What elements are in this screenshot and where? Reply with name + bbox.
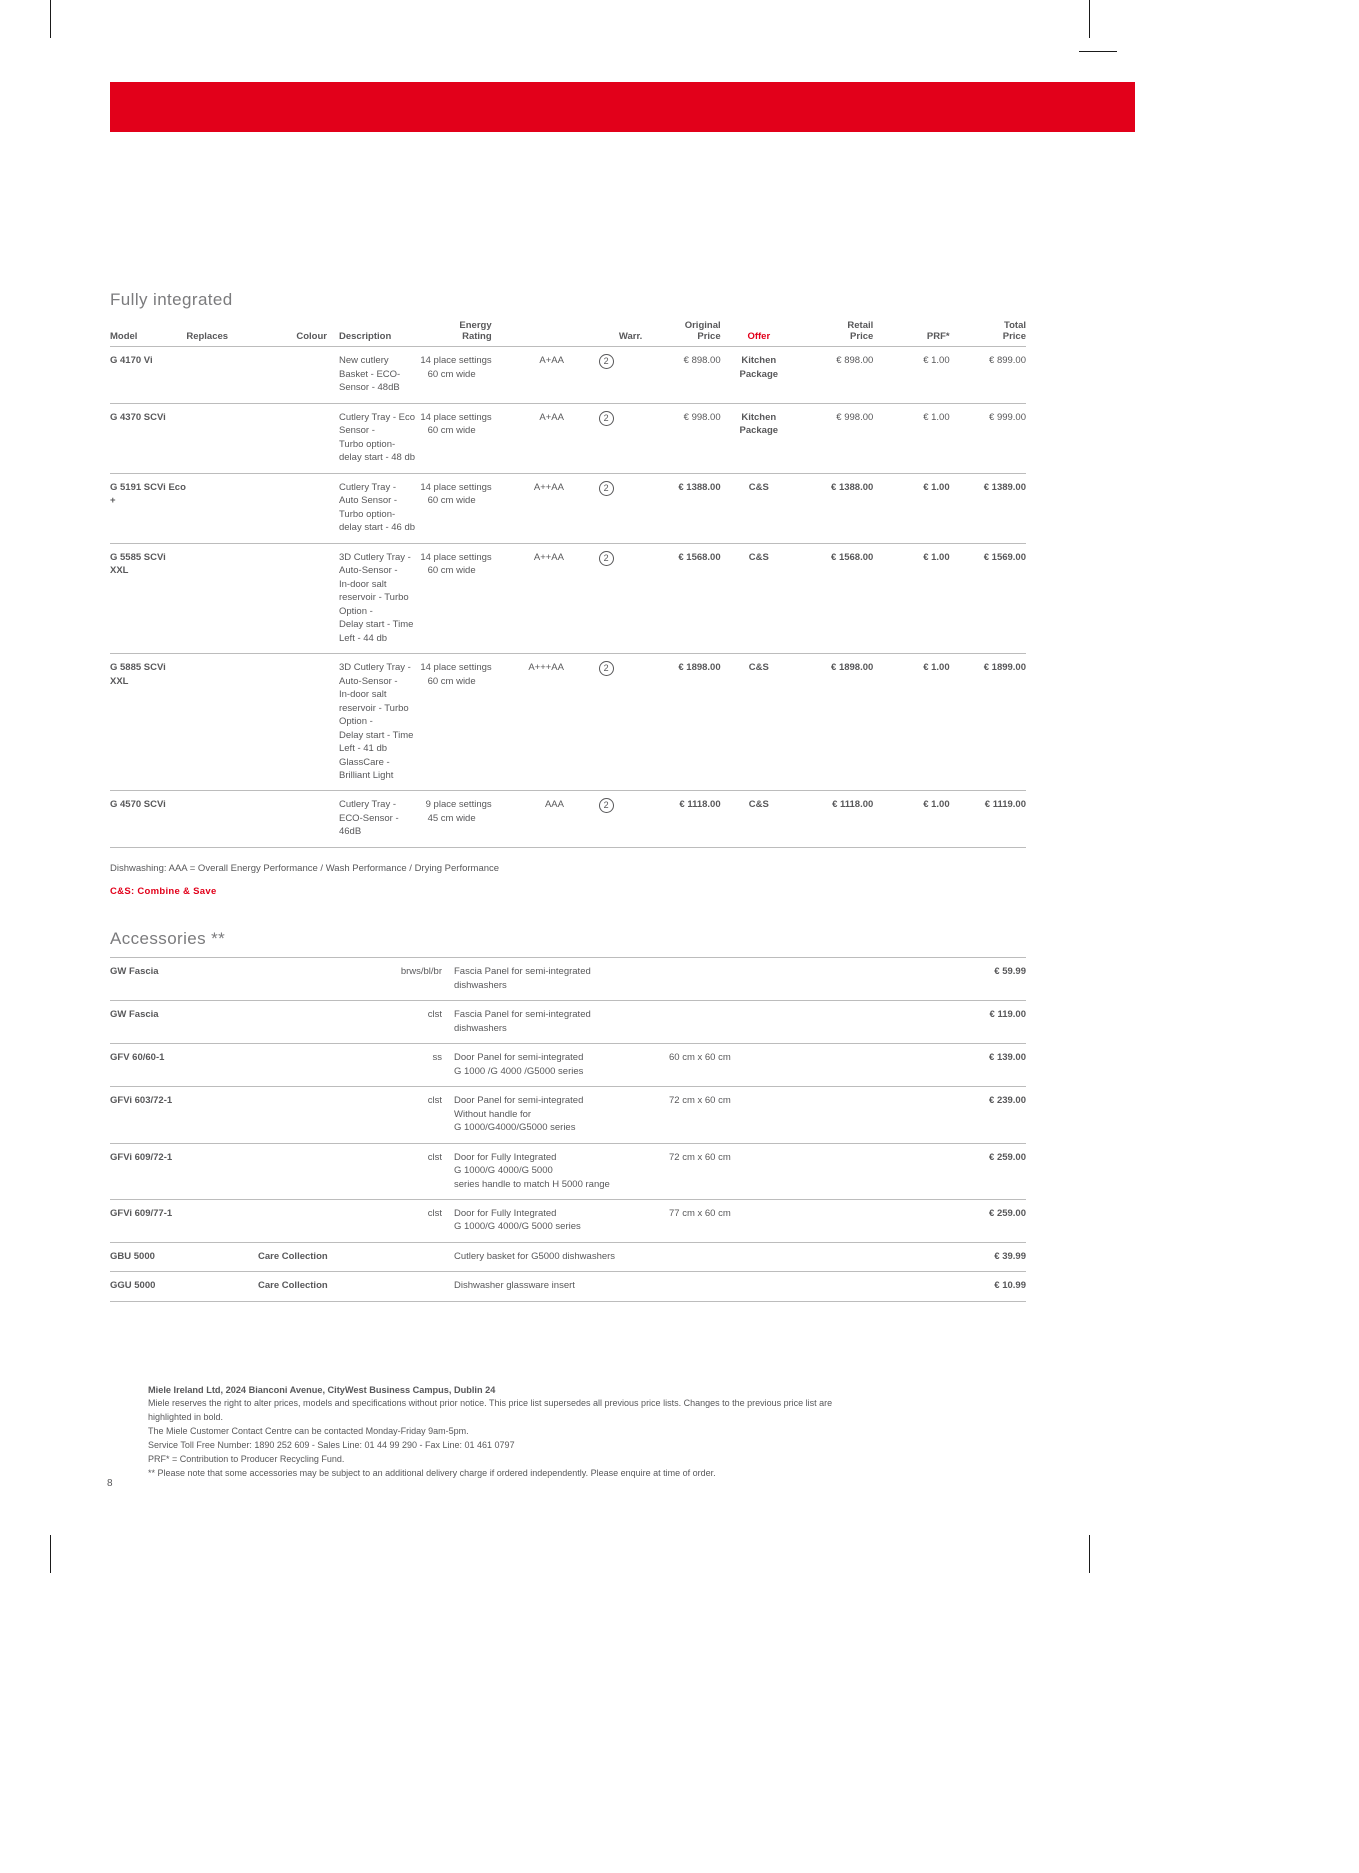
cell-colour: [263, 403, 339, 473]
cell-colour: [263, 791, 339, 847]
page-number: 8: [107, 1478, 113, 1489]
accessory-row: [110, 1143, 1026, 1199]
cell-model: G 5191 SCVi Eco +: [110, 473, 186, 543]
cell-model: G 5885 SCVi XXL: [110, 654, 186, 791]
cell-energy-rating: A++AA: [492, 543, 568, 653]
column-header-replaces: Replaces: [186, 320, 262, 347]
warranty-years-badge: 2: [599, 661, 614, 676]
brand-banner: [110, 82, 1135, 132]
accessory-row: [110, 1087, 1026, 1143]
cell-model: G 5585 SCVi XXL: [110, 543, 186, 653]
accessory-description-line: Dishwasher glassware insert: [454, 1280, 575, 1292]
cell-accessory-replaces: [258, 1200, 394, 1243]
cell-warranty: [568, 791, 644, 847]
accessory-row: [110, 1200, 1026, 1243]
accessory-description-line: G 1000/G 4000/G 5000 series: [454, 1221, 581, 1233]
cell-accessory-description: [454, 1242, 669, 1271]
cell-colour: [263, 543, 339, 653]
cell-accessory-dimensions: 77 cm x 60 cm: [669, 1200, 924, 1243]
cell-replaces: [186, 403, 262, 473]
accessory-description-line: Cutlery basket for G5000 dishwashers: [454, 1250, 616, 1262]
footer-line-2: highlighted in bold.: [148, 1412, 224, 1423]
cell-accessory-colour: brws/bl/br: [394, 958, 454, 1001]
description-line: 3D Cutlery Tray - Auto-Sensor -: [338, 551, 411, 577]
column-header-model: Model: [110, 320, 186, 347]
cell-total-price: € 899.00: [950, 347, 1026, 403]
cell-energy-rating: AAA: [492, 791, 568, 847]
description-line: Cutlery Tray - ECO-Sensor - 46dB: [338, 799, 399, 838]
note-dishwashing-legend: Dishwashing: AAA = Overall Energy Performance / Wash Performance / Drying Performance: [110, 862, 500, 874]
footer: [148, 1383, 1048, 1481]
cell-original-price: € 998.00: [644, 403, 720, 473]
cell-description: [339, 473, 415, 543]
description-line: Cutlery Tray - Eco Sensor -: [338, 411, 416, 437]
cell-accessory-price: € 259.00: [924, 1143, 1026, 1199]
column-header-retail-price-line1: Retail: [847, 320, 874, 331]
cell-original-price: € 898.00: [644, 347, 720, 403]
column-header-energy-rating: [415, 320, 491, 347]
cell-retail-price: € 1388.00: [797, 473, 873, 543]
cell-offer: [721, 403, 797, 473]
cell-total-price: € 1899.00: [950, 654, 1026, 791]
cell-original-price: € 1118.00: [644, 791, 720, 847]
cell-replaces: [186, 791, 262, 847]
cell-accessory-model: GGU 5000: [110, 1272, 258, 1301]
accessory-description-line: dishwashers: [454, 1022, 507, 1034]
cell-accessory-replaces: [258, 958, 394, 1001]
table-row: [110, 347, 1026, 403]
column-header-original-price-line2: Price: [697, 331, 721, 343]
cell-accessory-dimensions: [669, 1001, 924, 1044]
cell-accessory-description: [454, 1001, 669, 1044]
description-line: 3D Cutlery Tray - Auto-Sensor -: [338, 662, 411, 687]
offer-line: Kitchen: [741, 355, 777, 367]
cell-offer: [721, 791, 797, 847]
accessory-description-line: G 1000 /G 4000 /G5000 series: [454, 1065, 584, 1077]
cell-capacity: 14 place settings 60 cm wide: [415, 347, 491, 403]
cell-accessory-replaces: Care Collection: [258, 1272, 394, 1301]
cell-retail-price: € 1118.00: [797, 791, 873, 847]
column-header-energy-rating-line2: Rating: [462, 331, 492, 343]
column-header-description: Description: [339, 320, 415, 347]
footer-line-5: PRF* = Contribution to Producer Recycling Fund.: [148, 1454, 345, 1464]
cell-accessory-dimensions: [669, 1272, 924, 1301]
accessory-row: [110, 958, 1026, 1001]
cell-capacity: 14 place settings 60 cm wide: [415, 543, 491, 653]
accessories-table: [110, 957, 1026, 1302]
offer-line: Package: [739, 425, 779, 437]
accessory-description-line: series handle to match H 5000 range: [454, 1178, 610, 1190]
cell-capacity: 14 place settings 60 cm wide: [415, 403, 491, 473]
cell-accessory-colour: clst: [394, 1001, 454, 1044]
cell-accessory-colour: [394, 1272, 454, 1301]
warranty-years-badge: 2: [599, 411, 614, 426]
cell-accessory-model: GFVi 609/72-1: [110, 1143, 258, 1199]
cell-prf: € 1.00: [873, 403, 949, 473]
footer-line-1: Miele reserves the right to alter prices, models and specifications without prior notice. This price list supersedes all previous price lists. Changes to the previous price list are: [148, 1398, 833, 1409]
cell-width: 60 cm wide: [427, 495, 476, 507]
cell-colour: [263, 473, 339, 543]
offer-line: Package: [739, 368, 779, 380]
cell-prf: € 1.00: [873, 543, 949, 653]
cell-replaces: [186, 347, 262, 403]
crop-mark-top-right-horizontal: [1079, 51, 1117, 52]
warranty-years-badge: 2: [599, 798, 614, 813]
note-combine-and-save: C&S: Combine & Save: [110, 886, 217, 898]
cell-prf: € 1.00: [873, 473, 949, 543]
cell-prf: € 1.00: [873, 791, 949, 847]
cell-accessory-colour: [394, 1242, 454, 1271]
table-row: [110, 543, 1026, 653]
offer-line: C&S: [748, 481, 769, 493]
cell-accessory-description: [454, 1087, 669, 1143]
description-line: Cutlery Tray - Auto Sensor -: [338, 481, 398, 507]
accessory-description-line: Fascia Panel for semi-integrated: [454, 1009, 591, 1021]
cell-description: [339, 403, 415, 473]
cell-accessory-replaces: [258, 1087, 394, 1143]
cell-model: G 4170 Vi: [110, 347, 186, 403]
cell-retail-price: € 1568.00: [797, 543, 873, 653]
cell-retail-price: € 998.00: [797, 403, 873, 473]
cell-replaces: [186, 654, 262, 791]
cell-accessory-dimensions: [669, 1242, 924, 1271]
cell-warranty: [568, 473, 644, 543]
cell-width: 60 cm wide: [427, 675, 476, 687]
price-table-body: [110, 347, 1026, 848]
column-header-retail-price: [797, 320, 873, 347]
cell-replaces: [186, 543, 262, 653]
table-header-row: [110, 320, 1026, 347]
cell-accessory-model: GFVi 603/72-1: [110, 1087, 258, 1143]
cell-total-price: € 1119.00: [950, 791, 1026, 847]
crop-mark-bottom-right-vertical: [1089, 1535, 1090, 1573]
cell-accessory-model: GW Fascia: [110, 958, 258, 1001]
accessory-row: [110, 1272, 1026, 1301]
warranty-years-badge: 2: [599, 481, 614, 496]
cell-accessory-price: € 139.00: [924, 1044, 1026, 1087]
description-line: In-door salt reservoir - Turbo Option -: [338, 578, 409, 617]
column-header-colour: Colour: [263, 320, 339, 347]
crop-mark-top-right-vertical: [1089, 0, 1090, 38]
cell-accessory-replaces: Care Collection: [258, 1242, 394, 1271]
cell-warranty: [568, 403, 644, 473]
cell-accessory-description: [454, 958, 669, 1001]
cell-offer: [721, 543, 797, 653]
cell-replaces: [186, 473, 262, 543]
cell-energy-rating: A+AA: [492, 403, 568, 473]
crop-mark-bottom-left-vertical: [50, 1535, 51, 1573]
footer-line-4: Service Toll Free Number: 1890 252 609 - Sales Line: 01 44 99 290 - Fax Line: 01 461 0797: [148, 1440, 515, 1451]
column-header-rating-spacer: [492, 320, 568, 347]
description-line: In-door salt reservoir - Turbo Option -: [338, 689, 409, 728]
cell-width: 60 cm wide: [427, 368, 476, 380]
cell-accessory-colour: clst: [394, 1087, 454, 1143]
cell-accessory-dimensions: 72 cm x 60 cm: [669, 1143, 924, 1199]
cell-warranty: [568, 654, 644, 791]
description-line: Turbo option-delay start - 48 db: [338, 438, 416, 464]
cell-warranty: [568, 543, 644, 653]
cell-warranty: [568, 347, 644, 403]
cell-accessory-price: € 239.00: [924, 1087, 1026, 1143]
fully-integrated-price-table: [110, 320, 1026, 848]
accessory-row: [110, 1001, 1026, 1044]
column-header-total-price-line2: Price: [1002, 331, 1026, 343]
column-header-retail-price-line2: Price: [850, 331, 874, 343]
cell-offer: [721, 473, 797, 543]
cell-accessory-model: GW Fascia: [110, 1001, 258, 1044]
cell-accessory-price: € 39.99: [924, 1242, 1026, 1271]
accessories-table-body: [110, 958, 1026, 1302]
cell-original-price: € 1898.00: [644, 654, 720, 791]
column-header-prf: PRF*: [873, 320, 949, 347]
column-header-original-price: [644, 320, 720, 347]
cell-accessory-description: [454, 1143, 669, 1199]
cell-accessory-dimensions: [669, 958, 924, 1001]
cell-original-price: € 1388.00: [644, 473, 720, 543]
description-line: GlassCare - Brilliant Light: [338, 756, 394, 781]
column-header-energy-rating-line1: Energy: [459, 320, 492, 331]
accessory-description-line: Door Panel for semi-integrated: [454, 1052, 584, 1064]
warranty-years-badge: 2: [599, 551, 614, 566]
cell-accessory-model: GFV 60/60-1: [110, 1044, 258, 1087]
accessory-description-line: Fascia Panel for semi-integrated: [454, 966, 591, 978]
offer-line: C&S: [748, 799, 769, 811]
cell-accessory-model: GFVi 609/77-1: [110, 1200, 258, 1243]
cell-accessory-replaces: [258, 1044, 394, 1087]
cell-width: 45 cm wide: [427, 812, 476, 824]
cell-energy-rating: A+AA: [492, 347, 568, 403]
cell-total-price: € 1389.00: [950, 473, 1026, 543]
accessory-description-line: Door for Fully Integrated: [454, 1208, 557, 1219]
footer-address: Miele Ireland Ltd, 2024 Bianconi Avenue, CityWest Business Campus, Dublin 24: [148, 1385, 496, 1395]
description-line: Delay start - Time Left - 44 db: [338, 619, 414, 644]
cell-accessory-price: € 10.99: [924, 1272, 1026, 1301]
cell-energy-rating: A+++AA: [492, 654, 568, 791]
cell-accessory-description: [454, 1272, 669, 1301]
column-header-warranty: Warr.: [568, 320, 644, 347]
cell-retail-price: € 1898.00: [797, 654, 873, 791]
cell-description: [339, 654, 415, 791]
cell-accessory-price: € 119.00: [924, 1001, 1026, 1044]
table-row: [110, 403, 1026, 473]
cell-accessory-price: € 259.00: [924, 1200, 1026, 1243]
table-row: [110, 654, 1026, 791]
page-title: Fully integrated: [110, 290, 233, 309]
description-line: New cutlery Basket - ECO-Sensor - 48dB: [338, 355, 401, 394]
cell-original-price: € 1568.00: [644, 543, 720, 653]
cell-offer: [721, 347, 797, 403]
cell-accessory-colour: clst: [394, 1200, 454, 1243]
cell-width: 60 cm wide: [427, 425, 476, 437]
offer-line: C&S: [748, 551, 769, 563]
description-line: Delay start - Time Left - 41 db: [338, 729, 414, 755]
cell-colour: [263, 654, 339, 791]
warranty-years-badge: 2: [599, 354, 614, 369]
cell-accessory-dimensions: 60 cm x 60 cm: [669, 1044, 924, 1087]
cell-energy-rating: A++AA: [492, 473, 568, 543]
cell-description: [339, 347, 415, 403]
accessory-row: [110, 1242, 1026, 1271]
cell-offer: [721, 654, 797, 791]
accessory-description-line: dishwashers: [454, 979, 507, 991]
accessory-description-line: Door for Fully Integrated: [454, 1151, 557, 1163]
cell-colour: [263, 347, 339, 403]
accessory-row: [110, 1044, 1026, 1087]
cell-model: G 4370 SCVi: [110, 403, 186, 473]
column-header-total-price: [950, 320, 1026, 347]
cell-accessory-replaces: [258, 1001, 394, 1044]
cell-capacity: 14 place settings 60 cm wide: [415, 654, 491, 791]
table-row: [110, 791, 1026, 847]
footer-line-6: ** Please note that some accessories may be subject to an additional delivery charge if ordered independently. Please enquire at time of order.: [148, 1467, 716, 1478]
offer-line: Kitchen: [741, 411, 777, 423]
cell-accessory-price: € 59.99: [924, 958, 1026, 1001]
table-row: [110, 473, 1026, 543]
crop-mark-top-left-vertical: [50, 0, 51, 38]
offer-line: C&S: [748, 662, 769, 674]
accessory-description-line: G 1000/G4000/G5000 series: [454, 1122, 576, 1134]
cell-accessory-model: GBU 5000: [110, 1242, 258, 1271]
cell-description: [339, 791, 415, 847]
accessory-description-line: G 1000/G 4000/G 5000: [454, 1165, 553, 1177]
cell-accessory-description: [454, 1044, 669, 1087]
page-content: [110, 290, 1026, 1302]
cell-accessory-description: [454, 1200, 669, 1243]
cell-accessory-dimensions: 72 cm x 60 cm: [669, 1087, 924, 1143]
cell-prf: € 1.00: [873, 654, 949, 791]
cell-total-price: € 1569.00: [950, 543, 1026, 653]
description-line: Turbo option-delay start - 46 db: [338, 508, 416, 534]
cell-accessory-colour: ss: [394, 1044, 454, 1087]
column-header-original-price-line1: Original: [684, 320, 721, 331]
cell-capacity: 9 place settings 45 cm wide: [415, 791, 491, 847]
accessory-description-line: Door Panel for semi-integrated: [454, 1095, 584, 1107]
cell-accessory-colour: clst: [394, 1143, 454, 1199]
cell-total-price: € 999.00: [950, 403, 1026, 473]
cell-retail-price: € 898.00: [797, 347, 873, 403]
column-header-offer: Offer: [721, 320, 797, 347]
cell-model: G 4570 SCVi: [110, 791, 186, 847]
accessories-title: Accessories **: [110, 929, 226, 949]
accessory-description-line: Without handle for: [454, 1108, 532, 1120]
cell-width: 60 cm wide: [427, 565, 476, 577]
cell-accessory-replaces: [258, 1143, 394, 1199]
column-header-total-price-line1: Total: [1004, 320, 1026, 331]
cell-capacity: 14 place settings 60 cm wide: [415, 473, 491, 543]
footer-line-3: The Miele Customer Contact Centre can be contacted Monday-Friday 9am-5pm.: [148, 1426, 469, 1437]
cell-prf: € 1.00: [873, 347, 949, 403]
cell-description: [339, 543, 415, 653]
